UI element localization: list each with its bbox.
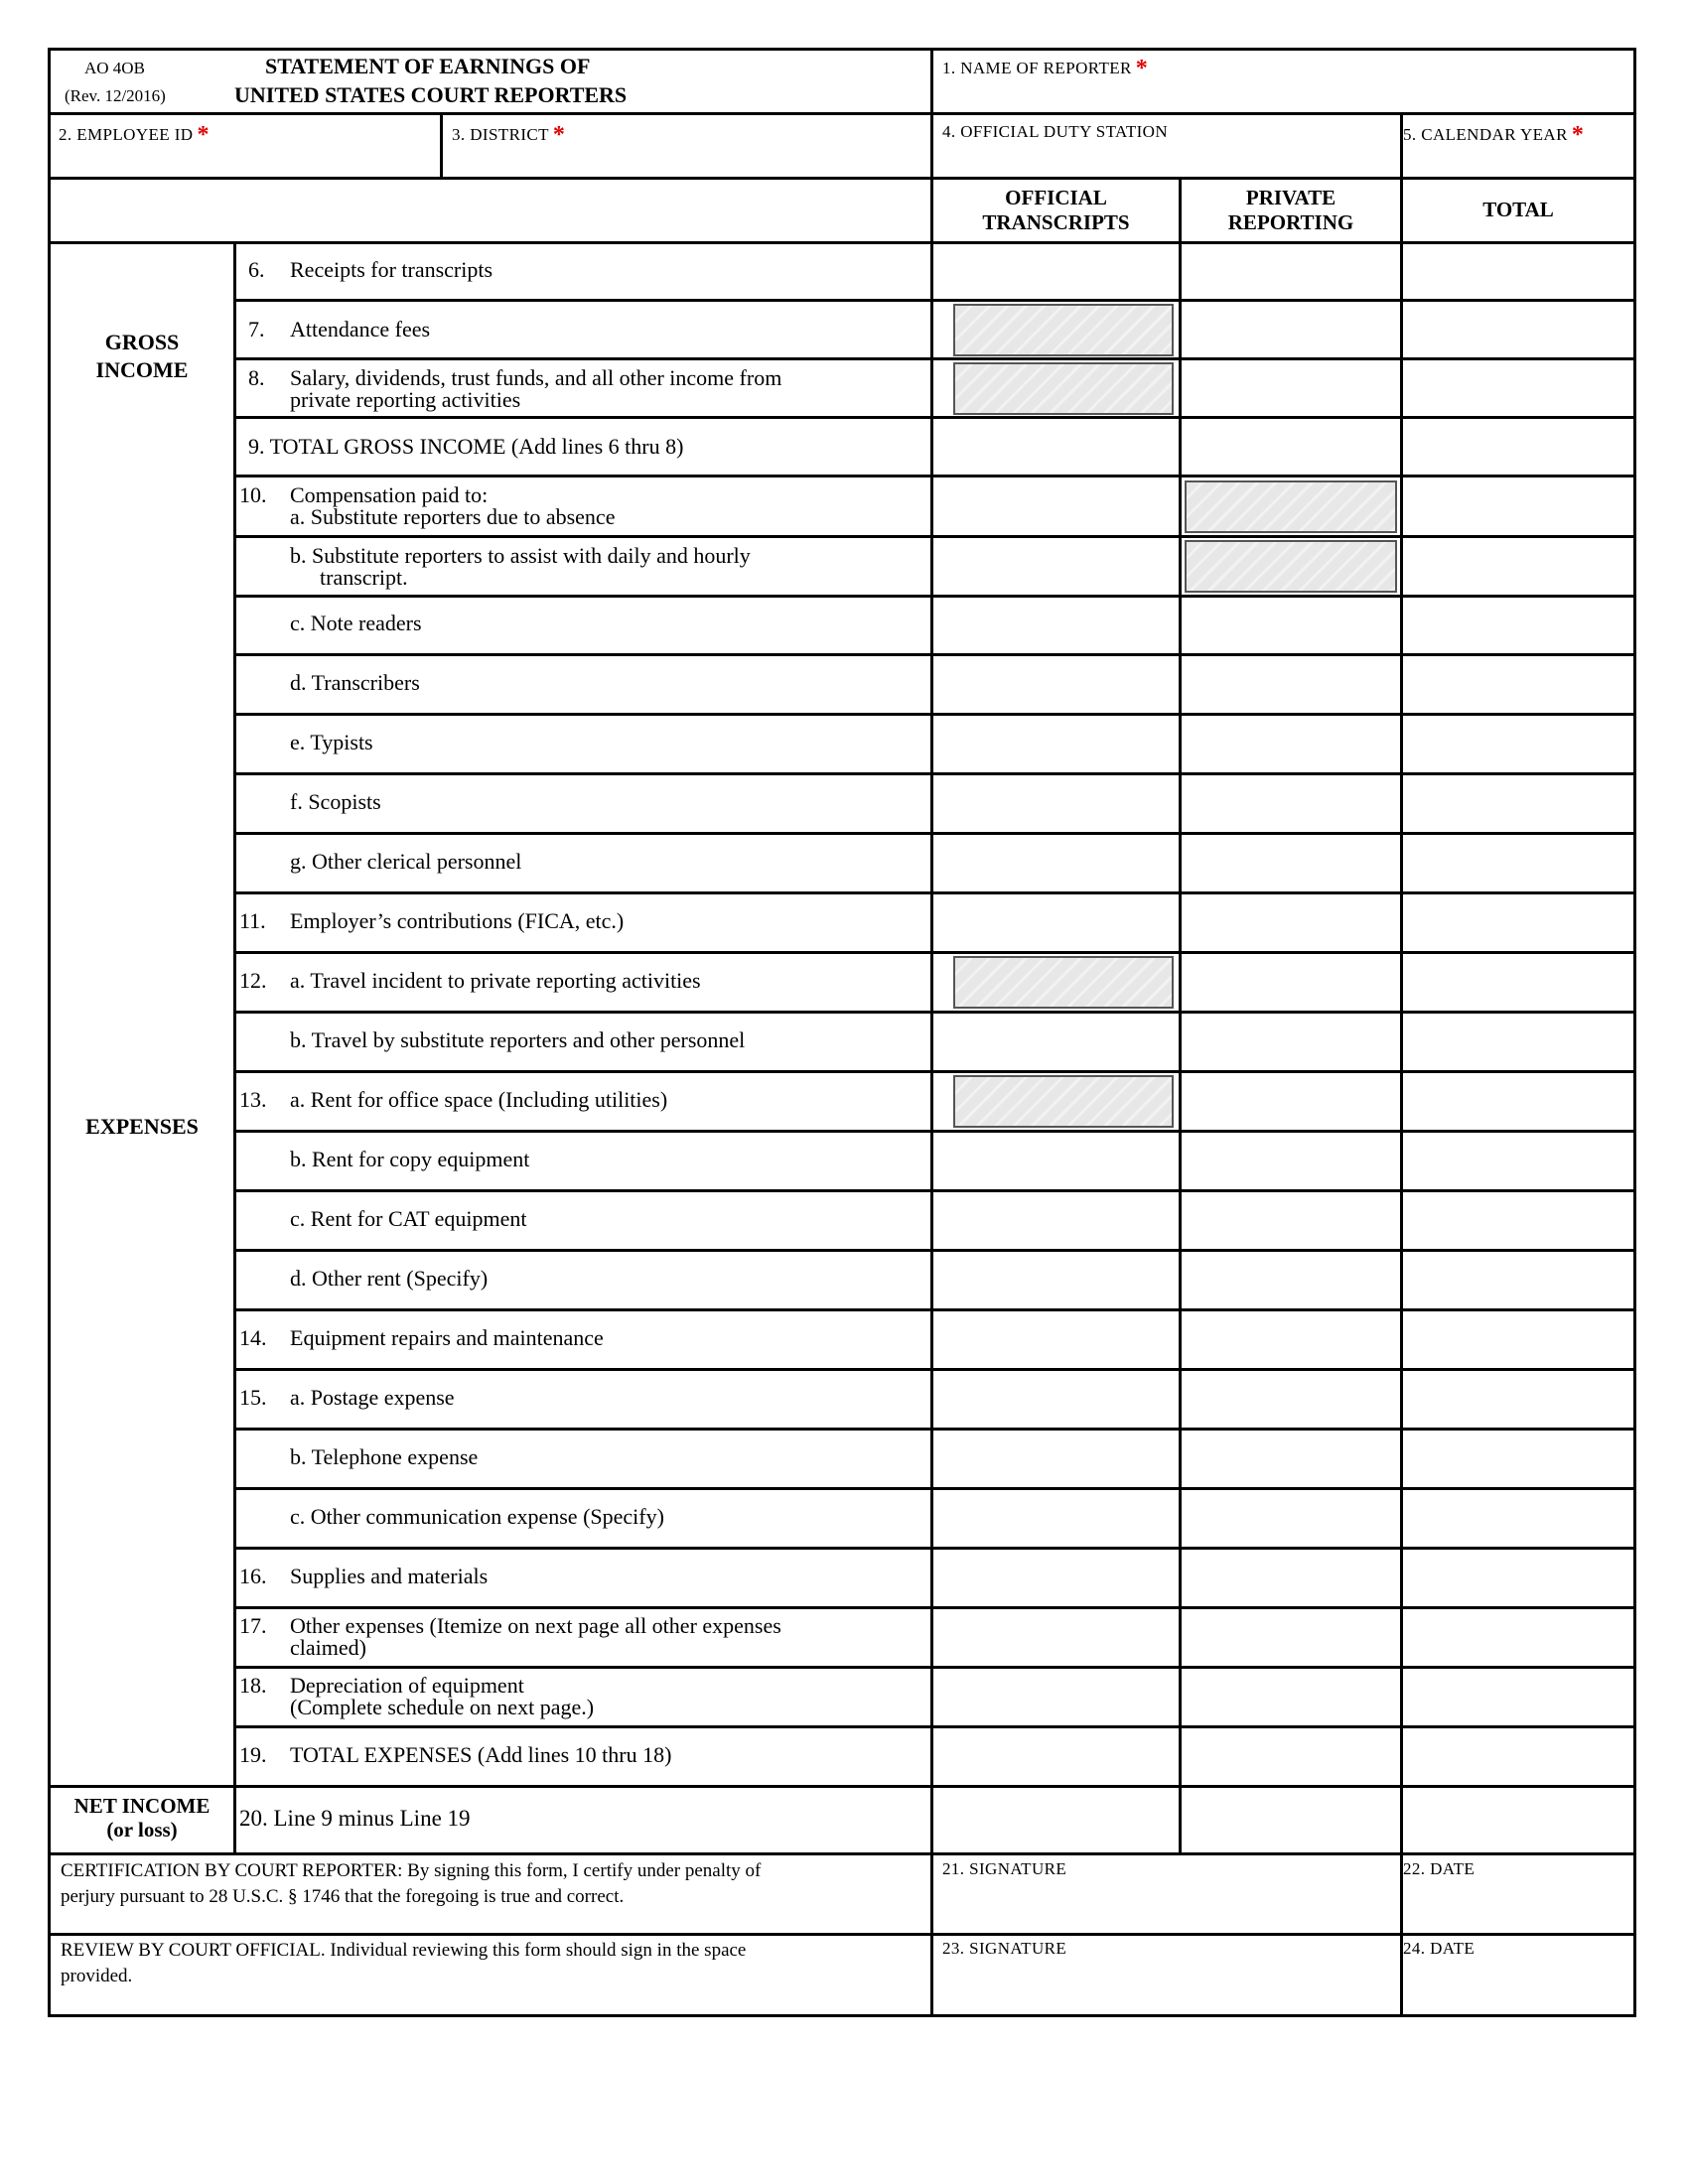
employee-id-label: 2. EMPLOYEE ID *: [59, 122, 210, 148]
rule: [51, 1933, 1633, 1936]
line-13d-label: d. Other rent (Specify): [290, 1266, 489, 1291]
rule: [233, 1487, 1633, 1490]
rule: [233, 416, 1633, 419]
column-header-private: PRIVATE REPORTING: [1227, 186, 1354, 234]
line-10e-label: e. Typists: [290, 730, 373, 754]
line-7-label: Attendance fees: [290, 317, 431, 341]
rule: [233, 951, 1633, 954]
rule: [51, 112, 1633, 115]
line-10b-label: b. Substitute reporters to assist with daily and hourly transcript.: [290, 543, 751, 590]
line-number: 13.: [239, 1087, 267, 1112]
line-number: 14.: [239, 1325, 267, 1350]
line-number: 17.: [239, 1613, 267, 1638]
rule: [233, 713, 1633, 716]
rule: [233, 772, 1633, 775]
line-12b-label: b. Travel by substitute reporters and other personnel: [290, 1027, 746, 1052]
line-20-label: 20. Line 9 minus Line 19: [239, 1806, 471, 1831]
certification-statement: CERTIFICATION BY COURT REPORTER: By signing this form, I certify under penalty of perjury pursuant to 28 U.S.C. § 1746 that the foregoing is true and correct.: [61, 1860, 762, 1907]
rule: [233, 653, 1633, 656]
line-number: 10.: [239, 482, 267, 507]
rule: [233, 1368, 1633, 1371]
rule: [930, 51, 933, 2014]
expenses-section-label: EXPENSES: [85, 1114, 199, 1139]
line-number: 11.: [239, 908, 266, 933]
signature-23-field[interactable]: [936, 1963, 1395, 2010]
rule: [233, 535, 1633, 538]
name-of-reporter-label: 1. NAME OF REPORTER *: [942, 56, 1149, 81]
line-16-label: Supplies and materials: [290, 1564, 489, 1588]
date-22-label: 22. DATE: [1403, 1859, 1476, 1878]
shaded-cell: [953, 304, 1174, 356]
line-number: 6.: [248, 257, 265, 282]
rule: [233, 832, 1633, 835]
line-12a-label: a. Travel incident to private reporting activities: [290, 968, 701, 993]
rule: [233, 299, 1633, 302]
line-number: 18.: [239, 1673, 267, 1698]
rule: [51, 177, 1633, 180]
line-9-label: 9. TOTAL GROSS INCOME (Add lines 6 thru 8): [248, 434, 684, 459]
line-number: 16.: [239, 1564, 267, 1588]
date-24-label: 24. DATE: [1403, 1939, 1476, 1958]
line-6-label: Receipts for transcripts: [290, 257, 493, 282]
line-13c-label: c. Rent for CAT equipment: [290, 1206, 527, 1231]
line-number: 19.: [239, 1742, 267, 1767]
rule: [51, 241, 1633, 244]
rule: [233, 475, 1633, 478]
line-19-label: TOTAL EXPENSES (Add lines 10 thru 18): [290, 1742, 672, 1767]
date-22-field[interactable]: [1407, 1883, 1629, 1929]
signature-21-field[interactable]: [936, 1883, 1395, 1929]
rule: [440, 112, 443, 177]
required-mark: *: [1571, 122, 1585, 148]
line-15c-label: c. Other communication expense (Specify): [290, 1504, 664, 1529]
rule: [233, 1011, 1633, 1014]
shaded-cell: [1185, 540, 1397, 593]
rule: [233, 1308, 1633, 1311]
line-10g-label: g. Other clerical personnel: [290, 849, 522, 874]
line-13a-label: a. Rent for office space (Including utilities): [290, 1087, 668, 1112]
net-income-section-label: NET INCOME (or loss): [73, 1794, 211, 1842]
line-number: 7.: [248, 317, 265, 341]
calendar-year-label: 5. CALENDAR YEAR *: [1403, 122, 1585, 148]
district-label: 3. DISTRICT *: [452, 122, 566, 148]
rule: [233, 357, 1633, 360]
employee-id-field[interactable]: [55, 146, 436, 176]
form-revision: (Rev. 12/2016): [65, 86, 166, 105]
line-14-label: Equipment repairs and maintenance: [290, 1325, 604, 1350]
rule: [233, 1606, 1633, 1609]
required-mark: *: [552, 122, 566, 148]
line-15b-label: b. Telephone expense: [290, 1444, 479, 1469]
calendar-year-field[interactable]: [1407, 146, 1629, 176]
required-mark: *: [1135, 56, 1149, 81]
column-header-official: OFFICIAL TRANSCRIPTS: [982, 186, 1130, 234]
form-title-line-2: UNITED STATES COURT REPORTERS: [234, 82, 628, 107]
rule: [233, 1428, 1633, 1431]
rule: [233, 1666, 1633, 1669]
form-number: AO 4OB: [84, 59, 145, 77]
line-13b-label: b. Rent for copy equipment: [290, 1147, 530, 1171]
rule: [233, 1547, 1633, 1550]
rule: [233, 1189, 1633, 1192]
line-11-label: Employer’s contributions (FICA, etc.): [290, 908, 625, 933]
date-24-field[interactable]: [1407, 1963, 1629, 2010]
line-8-label: Salary, dividends, trust funds, and all other income from private reporting activities: [290, 365, 782, 412]
line-number: 15.: [239, 1385, 267, 1410]
duty-station-label: 4. OFFICIAL DUTY STATION: [942, 122, 1169, 141]
earnings-statement-form: [48, 48, 1636, 2017]
rule: [233, 891, 1633, 894]
line-10f-label: f. Scopists: [290, 789, 381, 814]
rule: [233, 241, 236, 1852]
shaded-cell: [1185, 480, 1397, 533]
line-18-label: Depreciation of equipment (Complete schedule on next page.): [290, 1673, 595, 1719]
review-statement: REVIEW BY COURT OFFICIAL. Individual reviewing this form should sign in the space provided.: [61, 1940, 747, 1986]
line-number: 8.: [248, 365, 265, 390]
name-of-reporter-field[interactable]: [936, 80, 1631, 110]
rule: [1179, 177, 1182, 1852]
rule: [233, 1130, 1633, 1133]
gross-income-section-label: GROSS INCOME: [95, 330, 189, 382]
rule: [233, 1725, 1633, 1728]
shaded-cell: [953, 956, 1174, 1009]
rule: [233, 1249, 1633, 1252]
line-10d-label: d. Transcribers: [290, 670, 420, 695]
line-10a-label: Compensation paid to: a. Substitute reporters due to absence: [290, 482, 616, 529]
duty-station-field[interactable]: [936, 146, 1395, 176]
signature-23-label: 23. SIGNATURE: [942, 1939, 1067, 1958]
required-mark: *: [197, 122, 210, 148]
line-number: 12.: [239, 968, 267, 993]
column-header-total: TOTAL: [1482, 198, 1554, 221]
rule: [1400, 112, 1403, 2014]
line-10c-label: c. Note readers: [290, 611, 422, 635]
rule: [233, 595, 1633, 598]
rule: [51, 1785, 1633, 1788]
district-field[interactable]: [446, 146, 926, 176]
signature-21-label: 21. SIGNATURE: [942, 1859, 1067, 1878]
shaded-cell: [953, 1075, 1174, 1128]
form-title-line-1: STATEMENT OF EARNINGS OF: [265, 54, 591, 78]
line-15a-label: a. Postage expense: [290, 1385, 455, 1410]
rule: [51, 1852, 1633, 1855]
line-17-label: Other expenses (Itemize on next page all other expenses claimed): [290, 1613, 781, 1660]
shaded-cell: [953, 362, 1174, 415]
rule: [233, 1070, 1633, 1073]
